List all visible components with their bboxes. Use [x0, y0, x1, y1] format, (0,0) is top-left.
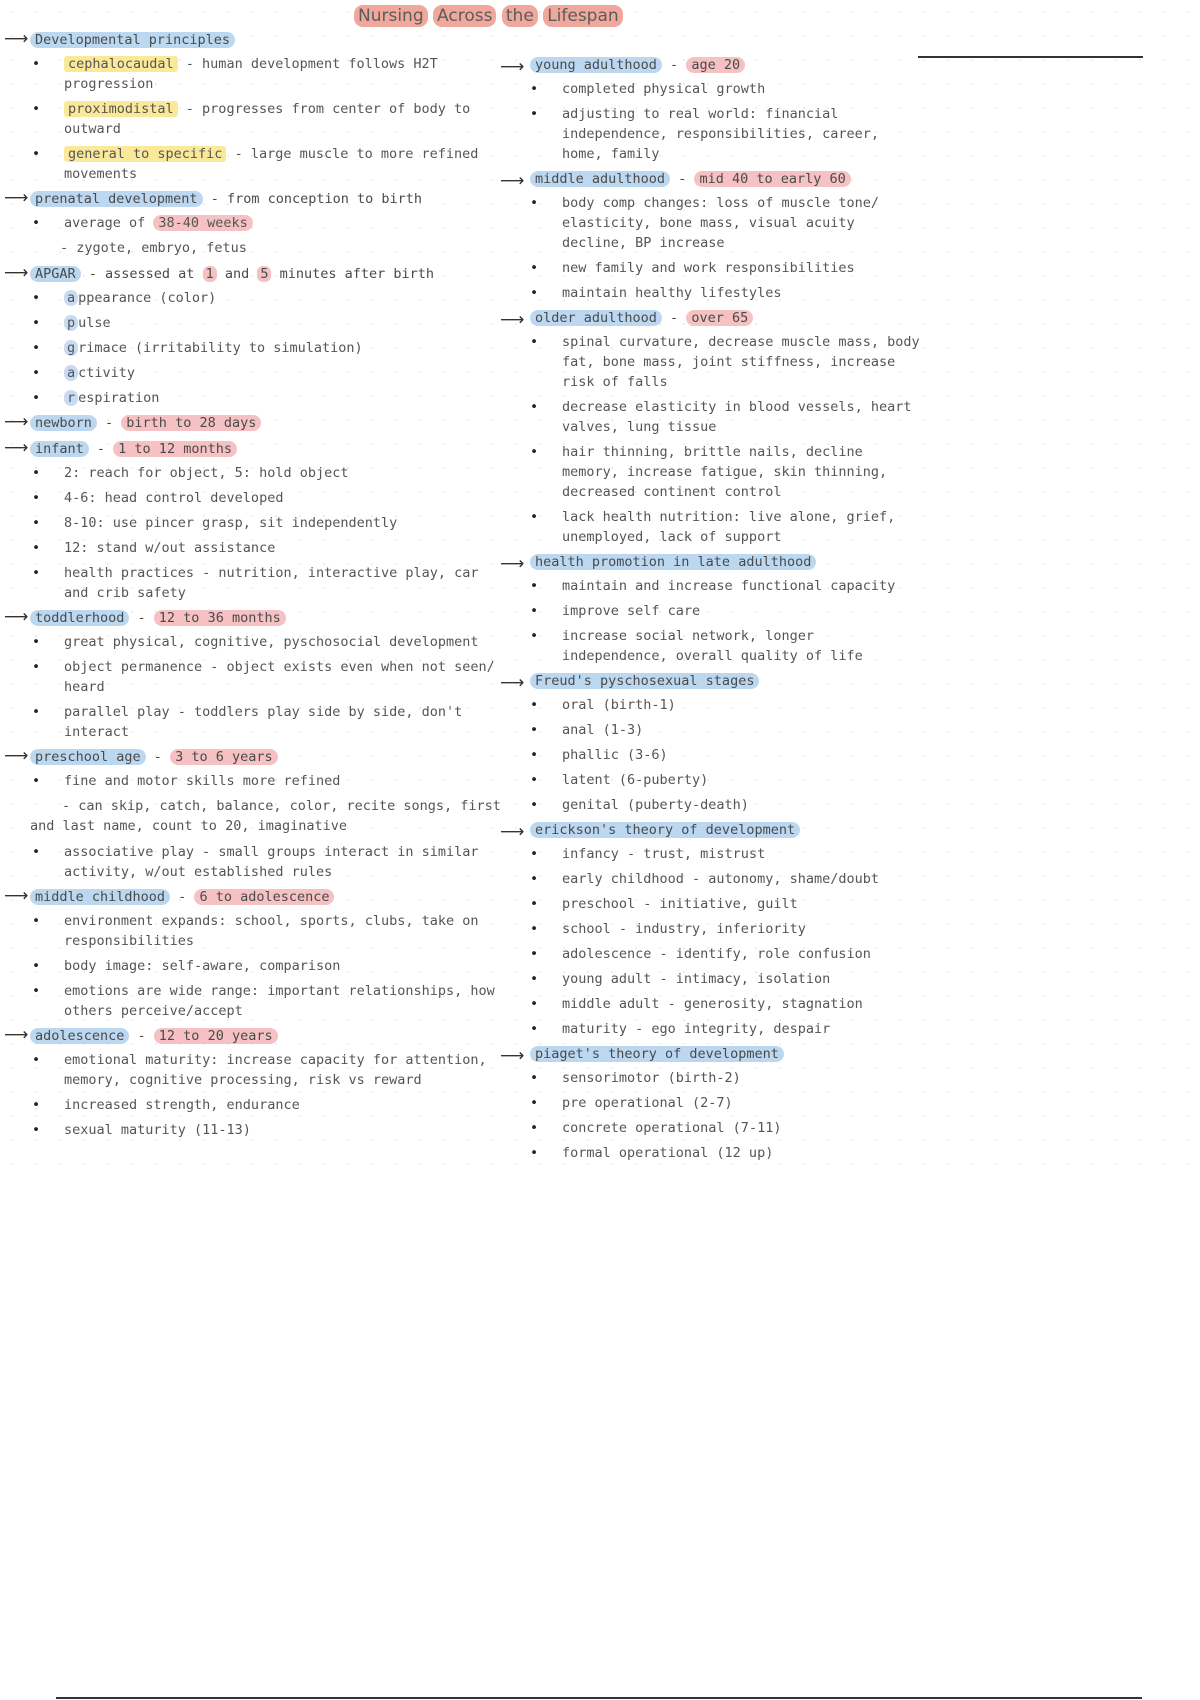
- list-item: [2, 288, 507, 308]
- list-item: • increased strength, endurance: [2, 1095, 507, 1115]
- arrow-icon: ⟶: [500, 310, 525, 330]
- section-heading: APGAR: [30, 266, 81, 282]
- arrow-icon: ⟶: [4, 412, 29, 432]
- section-heading: health promotion in late adulthood: [530, 554, 816, 570]
- number-highlight: 5: [257, 266, 271, 282]
- list-item: • associative play - small groups interact in similar activity, w/out established rules: [2, 842, 507, 882]
- health-promotion-list: [500, 576, 920, 666]
- age-highlight: mid 40 to early 60: [694, 171, 850, 187]
- list-item: • 8-10: use pincer grasp, sit independently: [2, 513, 507, 533]
- arrow-icon: ⟶: [500, 171, 525, 191]
- list-item: [2, 388, 507, 408]
- bottom-rule: [56, 1697, 1142, 1699]
- section-heading: preschool age: [30, 749, 146, 765]
- section-middle-adulthood: [500, 169, 920, 191]
- list-item: [2, 213, 507, 233]
- section-desc: minutes after birth: [271, 266, 435, 282]
- section-infant: [2, 439, 507, 461]
- term-highlight: proximodistal: [64, 101, 178, 117]
- list-item: [2, 338, 507, 358]
- list-item: • preschool - initiative, guilt: [500, 894, 920, 914]
- age-highlight: 1 to 12 months: [113, 441, 237, 457]
- list-item: • emotional maturity: increase capacity for attention, memory, cognitive processing, risk vs reward: [2, 1050, 507, 1090]
- section-heading: newborn: [30, 415, 97, 431]
- page-title: [354, 6, 623, 26]
- list-item: • adjusting to real world: financial independence, responsibilities, career, home, family: [500, 104, 920, 164]
- separator: -: [88, 441, 114, 457]
- title-word: the: [502, 5, 538, 27]
- list-item: • maintain and increase functional capacity: [500, 576, 920, 596]
- age-highlight: birth to 28 days: [121, 415, 261, 431]
- separator: -: [670, 171, 695, 187]
- adolescence-list: [2, 1050, 507, 1140]
- list-item: • maturity - ego integrity, despair: [500, 1019, 920, 1039]
- letter-highlight: a: [64, 290, 78, 306]
- section-heading: young adulthood: [530, 57, 662, 73]
- term-highlight: cephalocaudal: [64, 56, 178, 72]
- left-column: [2, 26, 507, 1145]
- middle-childhood-list: [2, 911, 507, 1021]
- arrow-icon: ⟶: [500, 554, 525, 574]
- list-item: • decrease elasticity in blood vessels, heart valves, lung tissue: [500, 397, 920, 437]
- arrow-icon: ⟶: [500, 673, 525, 693]
- section-toddlerhood: [2, 608, 507, 630]
- title-word: Nursing: [354, 5, 428, 27]
- list-item: • emotions are wide range: important relationships, how others perceive/accept: [2, 981, 507, 1021]
- list-item: • genital (puberty-death): [500, 795, 920, 815]
- separator: -: [661, 57, 687, 73]
- preschool-list: [2, 771, 507, 791]
- list-item: • new family and work responsibilities: [500, 258, 920, 278]
- list-item: • school - industry, inferiority: [500, 919, 920, 939]
- list-item: • early childhood - autonomy, shame/doubt: [500, 869, 920, 889]
- item-text: ctivity: [78, 365, 136, 381]
- older-adult-list: [500, 332, 920, 547]
- sub-note: - can skip, catch, balance, color, recite songs, first and last name, count to 20, imaginative: [30, 798, 501, 834]
- list-item: • sensorimotor (birth-2): [500, 1068, 920, 1088]
- section-heading: Developmental principles: [30, 32, 235, 48]
- section-middle-childhood: [2, 887, 507, 909]
- list-item: • sexual maturity (11-13): [2, 1120, 507, 1140]
- list-item: • pre operational (2-7): [500, 1093, 920, 1113]
- item-text: - large muscle to more refined movements: [64, 146, 479, 182]
- separator: -: [96, 415, 122, 431]
- list-item: [2, 54, 507, 94]
- list-item: [2, 363, 507, 383]
- separator: -: [145, 749, 171, 765]
- arrow-icon: ⟶: [4, 263, 29, 283]
- section-newborn: [2, 413, 507, 435]
- section-developmental-principles: [2, 30, 507, 52]
- section-heading: Freud's pyschosexual stages: [530, 673, 759, 689]
- arrow-icon: ⟶: [4, 886, 29, 906]
- apgar-list: [2, 288, 507, 408]
- section-heading: older adulthood: [530, 310, 662, 326]
- list-item: • phallic (3-6): [500, 745, 920, 765]
- age-highlight: 12 to 36 months: [154, 610, 286, 626]
- title-word: Across: [433, 5, 496, 27]
- list-item: • middle adult - generosity, stagnation: [500, 994, 920, 1014]
- arrow-icon: ⟶: [4, 188, 29, 208]
- section-heading: middle childhood: [30, 889, 170, 905]
- list-item: • increase social network, longer independence, overall quality of life: [500, 626, 920, 666]
- list-item: [2, 313, 507, 333]
- preschool-list-2: [2, 842, 507, 882]
- section-heading: toddlerhood: [30, 610, 129, 626]
- list-item: • health practices - nutrition, interactive play, car and crib safety: [2, 563, 507, 603]
- section-desc: - from conception to birth: [202, 191, 423, 207]
- value-highlight: 38-40 weeks: [153, 215, 252, 231]
- list-item: • maintain healthy lifestyles: [500, 283, 920, 303]
- freud-list: [500, 695, 920, 815]
- item-text: average of: [64, 215, 154, 231]
- item-text: ppearance (color): [78, 290, 217, 306]
- arrow-icon: ⟶: [500, 1046, 525, 1066]
- list-item: • spinal curvature, decrease muscle mass, body fat, bone mass, joint stiffness, increase risk of falls: [500, 332, 920, 392]
- developmental-list: [2, 54, 507, 184]
- list-item: • fine and motor skills more refined: [2, 771, 507, 791]
- section-heading: infant: [30, 441, 89, 457]
- arrow-icon: ⟶: [4, 438, 29, 458]
- middle-adult-list: [500, 193, 920, 303]
- infant-list: [2, 463, 507, 603]
- list-item: • object permanence - object exists even when not seen/ heard: [2, 657, 507, 697]
- blank-area: [0, 1175, 1200, 1700]
- top-rule: [918, 56, 1143, 58]
- age-highlight: age 20: [686, 57, 745, 73]
- list-item: • parallel play - toddlers play side by side, don't interact: [2, 702, 507, 742]
- section-older-adulthood: [500, 308, 920, 330]
- section-preschool: [2, 747, 507, 769]
- item-text: espiration: [78, 390, 160, 406]
- item-text: - progresses from center of body to outward: [64, 101, 471, 137]
- erickson-list: [500, 844, 920, 1039]
- list-item: • body image: self-aware, comparison: [2, 956, 507, 976]
- letter-highlight: r: [64, 390, 78, 406]
- section-erickson: [500, 820, 920, 842]
- section-apgar: [2, 264, 507, 286]
- list-item: • adolescence - identify, role confusion: [500, 944, 920, 964]
- list-item: • latent (6-puberty): [500, 770, 920, 790]
- section-desc: - assessed at: [80, 266, 203, 282]
- section-health-promotion: [500, 552, 920, 574]
- item-text: rimace (irritability to simulation): [78, 340, 363, 356]
- number-highlight: 1: [203, 266, 217, 282]
- item-text: ulse: [78, 315, 111, 331]
- letter-highlight: g: [64, 340, 78, 356]
- section-heading: middle adulthood: [530, 171, 670, 187]
- list-item: • hair thinning, brittle nails, decline memory, increase fatigue, skin thinning, decreased continent control: [500, 442, 920, 502]
- arrow-icon: ⟶: [500, 822, 525, 842]
- list-item: • environment expands: school, sports, clubs, take on responsibilities: [2, 911, 507, 951]
- right-column: [500, 51, 920, 1168]
- piaget-list: [500, 1068, 920, 1163]
- arrow-icon: ⟶: [500, 57, 525, 77]
- list-item: • improve self care: [500, 601, 920, 621]
- list-item: • 4-6: head control developed: [2, 488, 507, 508]
- list-item: • great physical, cognitive, pyschosocial development: [2, 632, 507, 652]
- arrow-icon: ⟶: [4, 746, 29, 766]
- age-highlight: 6 to adolescence: [194, 889, 334, 905]
- list-item: • 2: reach for object, 5: hold object: [2, 463, 507, 483]
- separator: -: [129, 1028, 154, 1044]
- title-word: Lifespan: [543, 5, 622, 27]
- prenatal-list: [2, 213, 507, 233]
- arrow-icon: ⟶: [4, 607, 29, 627]
- list-item: • 12: stand w/out assistance: [2, 538, 507, 558]
- list-item: [2, 144, 507, 184]
- list-item: • body comp changes: loss of muscle tone/ elasticity, bone mass, visual acuity decline, BP increase: [500, 193, 920, 253]
- term-highlight: general to specific: [64, 146, 226, 162]
- section-heading: erickson's theory of development: [530, 822, 800, 838]
- section-prenatal: [2, 189, 507, 211]
- list-item: • lack health nutrition: live alone, grief, unemployed, lack of support: [500, 507, 920, 547]
- separator: -: [129, 610, 154, 626]
- section-adolescence: [2, 1026, 507, 1048]
- list-item: [2, 99, 507, 139]
- section-heading: prenatal development: [30, 191, 203, 207]
- section-desc: and: [216, 266, 258, 282]
- list-item: • anal (1-3): [500, 720, 920, 740]
- age-highlight: 3 to 6 years: [170, 749, 278, 765]
- list-item: • oral (birth-1): [500, 695, 920, 715]
- age-highlight: over 65: [686, 310, 753, 326]
- list-item: • completed physical growth: [500, 79, 920, 99]
- arrow-icon: ⟶: [4, 29, 29, 49]
- sub-note: - zygote, embryo, fetus: [60, 240, 247, 256]
- separator: -: [661, 310, 687, 326]
- toddler-list: [2, 632, 507, 742]
- section-heading: adolescence: [30, 1028, 129, 1044]
- arrow-icon: ⟶: [4, 1025, 29, 1045]
- age-highlight: 12 to 20 years: [154, 1028, 278, 1044]
- letter-highlight: a: [64, 365, 78, 381]
- list-item: • infancy - trust, mistrust: [500, 844, 920, 864]
- item-text: - human development follows H2T progression: [64, 56, 438, 92]
- section-young-adulthood: [500, 55, 920, 77]
- separator: -: [170, 889, 195, 905]
- list-item: • formal operational (12 up): [500, 1143, 920, 1163]
- section-freud: [500, 671, 920, 693]
- section-heading: piaget's theory of development: [530, 1046, 784, 1062]
- list-item: • concrete operational (7-11): [500, 1118, 920, 1138]
- letter-highlight: p: [64, 315, 78, 331]
- list-item: • young adult - intimacy, isolation: [500, 969, 920, 989]
- section-piaget: [500, 1044, 920, 1066]
- young-adult-list: [500, 79, 920, 164]
